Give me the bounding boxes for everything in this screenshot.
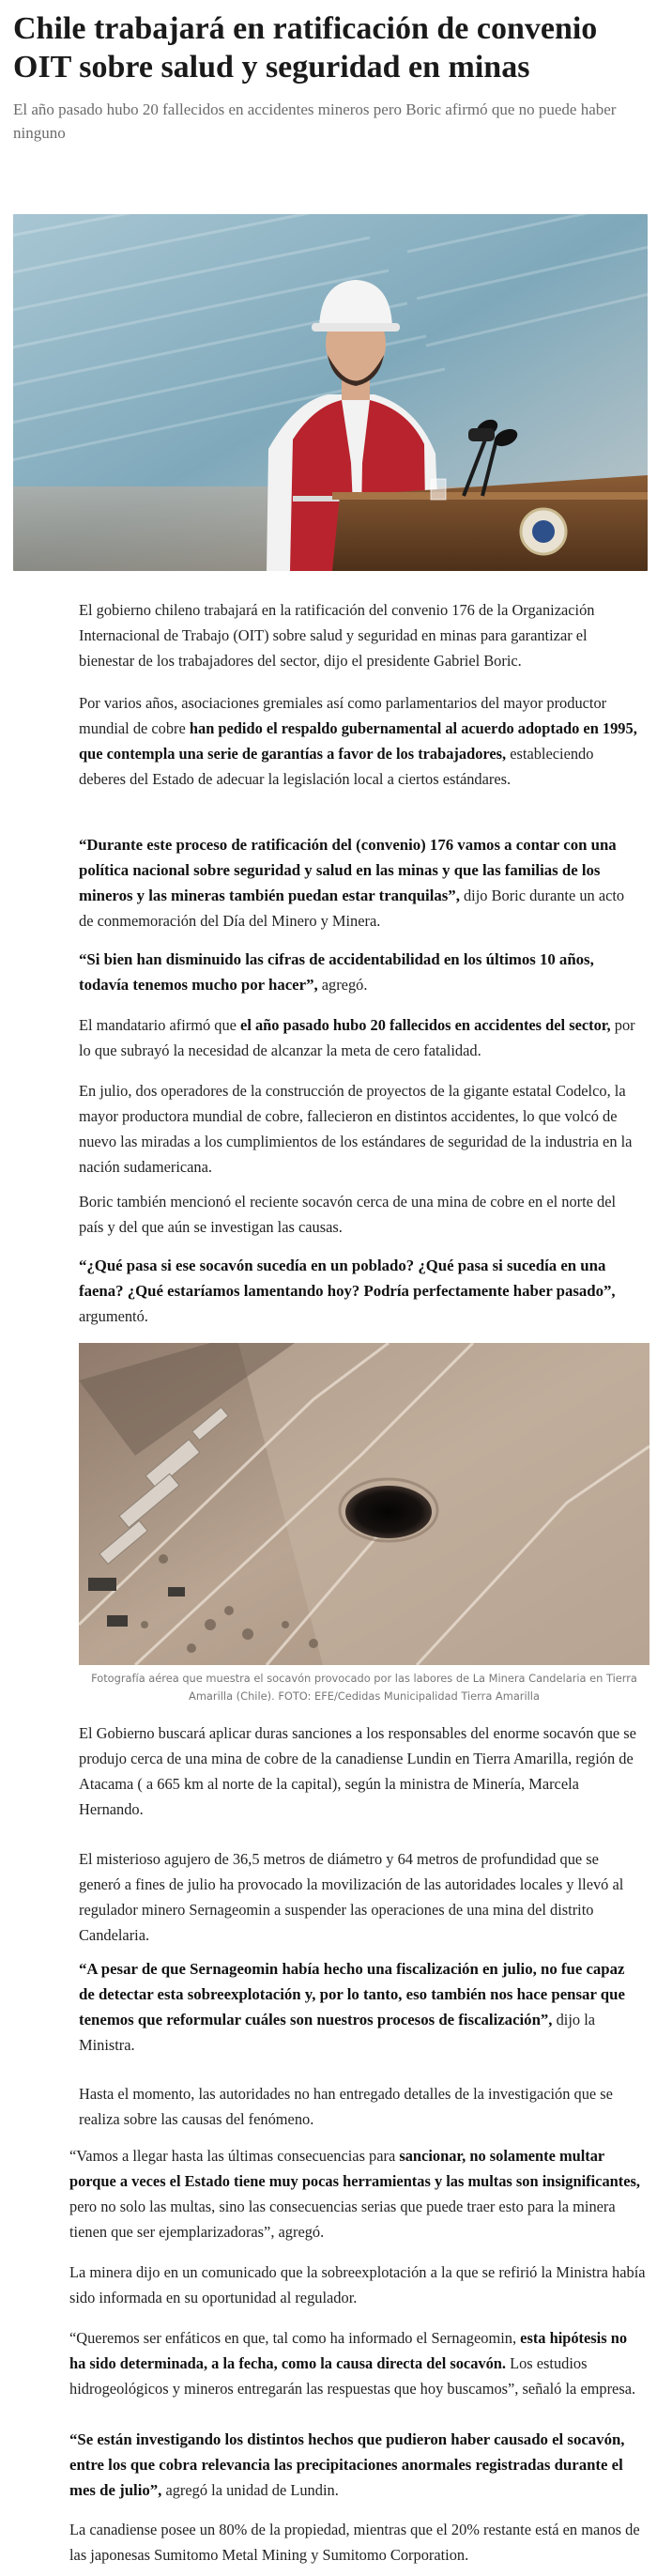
paragraph-3-text: dijo Boric durante un acto de conmemoración del Día del Minero y Minera.	[79, 887, 625, 930]
paragraph-16	[69, 2427, 646, 2503]
quote-boric-1: “Durante este proceso de ratificación del (convenio) 176 vamos a contar con una política nacional sobre seguridad y salud en las minas y que las familias de los mineros y las mineras también puedan estar tranquilas”,	[79, 836, 617, 904]
figure-caption: Fotografía aérea que muestra el socavón provocado por las labores de La Minera Candelaria en Tierra Amarilla (Chile). FOTO: EFE/Cedidas Municipalidad Tierra Amarilla	[91, 1672, 637, 1703]
paragraph-4	[79, 947, 642, 997]
quote-boric-3: “¿Qué pasa si ese socavón sucedía en un poblado? ¿Qué pasa si sucedía en una faena? ¿Qué estaríamos lamentando hoy? Podría perfectamente haber pasado”,	[79, 1257, 616, 1300]
headline: Chile trabajará en ratificación de convenio OIT sobre salud y seguridad en minas	[13, 11, 598, 85]
paragraph-8	[79, 1253, 642, 1329]
paragraph-17: La canadiense posee un 80% de la propiedad, mientras que el 20% restante está en manos de las japonesas Sumitomo Metal Mining y Sumitomo Corporation.	[69, 2521, 640, 2564]
hero-photo	[13, 214, 648, 571]
paragraph-5-bold: el año pasado hubo 20 fallecidos en accidentes del sector,	[240, 1016, 611, 1034]
paragraph-4-text: agregó.	[317, 976, 368, 994]
paragraph-5	[79, 1012, 642, 1063]
paragraph-13	[69, 2143, 646, 2244]
paragraph-13-text-end: pero no solo las multas, sino las consecuencias serias que puede traer esto para la minera tienen que ser ejemplarizadoras”, agregó.	[69, 2198, 616, 2241]
quote-boric-2: “Si bien han disminuido las cifras de accidentabilidad en los últimos 10 años, todavía tenemos mucho por hacer”,	[79, 950, 594, 994]
paragraph-3	[79, 832, 642, 933]
paragraph-2-text: Por varios años, asociaciones gremiales así como parlamentarios del mayor productor mundial de cobre	[79, 694, 607, 737]
paragraph-15-text: “Queremos ser enfáticos en que, tal como ha informado el Sernageomin,	[69, 2329, 521, 2347]
paragraph-8-text: argumentó.	[79, 1307, 148, 1325]
paragraph-2-text-end: estableciendo deberes del Estado de adecuar la legislación local a ciertos estándares.	[79, 745, 594, 788]
paragraph-15-text-end: Los estudios hidrogeológicos y mineros entregarán las respuestas que hoy buscamos”, señaló la empresa.	[69, 2354, 636, 2398]
paragraph-13-text: “Vamos a llegar hasta las últimas consecuencias para	[69, 2147, 400, 2165]
paragraph-9: El Gobierno buscará aplicar duras sanciones a los responsables del enorme socavón que se produjo cerca de una mina de cobre de la canadiense Lundin en Tierra Amarilla, región de Atacama ( a 665 km al norte de la capital), según la ministra de Minería, Marcela Hernando.	[79, 1724, 636, 1818]
sinkhole-photo	[79, 1343, 649, 1665]
sinkhole	[345, 1486, 432, 1538]
paragraph-2-bold: han pedido el respaldo gubernamental al acuerdo adoptado en 1995, que contempla una serie de garantías a favor de los trabajadores,	[79, 719, 637, 763]
paragraph-1: El gobierno chileno trabajará en la ratificación del convenio 176 de la Organización Internacional de Trabajo (OIT) sobre salud y seguridad en minas para garantizar el bienestar de los trabajadores del sector, dijo el presidente Gabriel Boric.	[79, 601, 595, 670]
quote-lundin: “Se están investigando los distintos hechos que pudieron haber causado el socavón, entre los que cobra relevancia las precipitaciones anormales registradas durante el mes de julio”,	[69, 2430, 625, 2499]
paragraph-11-text: dijo la Ministra.	[79, 2011, 596, 2054]
paragraph-6: En julio, dos operadores de la construcción de proyectos de la gigante estatal Codelco, la mayor productora mundial de cobre, fallecieron en distintos accidentes, lo que volcó de nuevo las miradas a los cumplimientos de los estándares de seguridad de la industria en la nación sudamericana.	[79, 1082, 633, 1176]
paragraph-2	[79, 690, 642, 792]
quote-ministra: “A pesar de que Sernageomin había hecho una fiscalización en julio, no fue capaz de detectar esta sobreexplotación y, por lo tanto, eso también nos hace pensar que tenemos que reformular cuáles son nuestros procesos de fiscalización”,	[79, 1960, 625, 2028]
paragraph-14: La minera dijo en un comunicado que la sobreexplotación a la que se refirió la Ministra había sido informada en su oportunidad al regulador.	[69, 2263, 646, 2306]
paragraph-12: Hasta el momento, las autoridades no han entregado detalles de la investigación que se realiza sobre las causas del fenómeno.	[79, 2085, 613, 2128]
subhead: El año pasado hubo 20 fallecidos en accidentes mineros pero Boric afirmó que no puede haber ninguno	[13, 100, 617, 142]
paragraph-7: Boric también mencionó el reciente socavón cerca de una mina de cobre en el norte del país y del que aún se investigan las causas.	[79, 1193, 617, 1236]
paragraph-5-text: El mandatario afirmó que	[79, 1016, 241, 1034]
paragraph-10: El misterioso agujero de 36,5 metros de diámetro y 64 metros de profundidad que se generó a fines de julio ha provocado la movilización de las autoridades locales y llevó al regulador minero Sernageomin a suspender las operaciones de una mina del distrito Candelaria.	[79, 1850, 624, 1944]
paragraph-16-text: agregó la unidad de Lundin.	[161, 2481, 339, 2499]
paragraph-15-bold: esta hipótesis no ha sido determinada, a la fecha, como la causa directa del socavón.	[69, 2329, 628, 2372]
paragraph-11	[79, 1956, 642, 2058]
chile-seal-icon	[521, 509, 566, 554]
hero-photo-illustration	[13, 214, 648, 571]
sinkhole-photo-illustration	[79, 1343, 649, 1665]
paragraph-15	[69, 2325, 646, 2401]
paragraph-13-bold: sancionar, no solamente multar porque a veces el Estado tiene muy pocas herramientas y las multas son insignificantes,	[69, 2147, 640, 2190]
paragraph-5-text-end: por lo que subrayó la necesidad de alcanzar la meta de cero fatalidad.	[79, 1016, 635, 1059]
